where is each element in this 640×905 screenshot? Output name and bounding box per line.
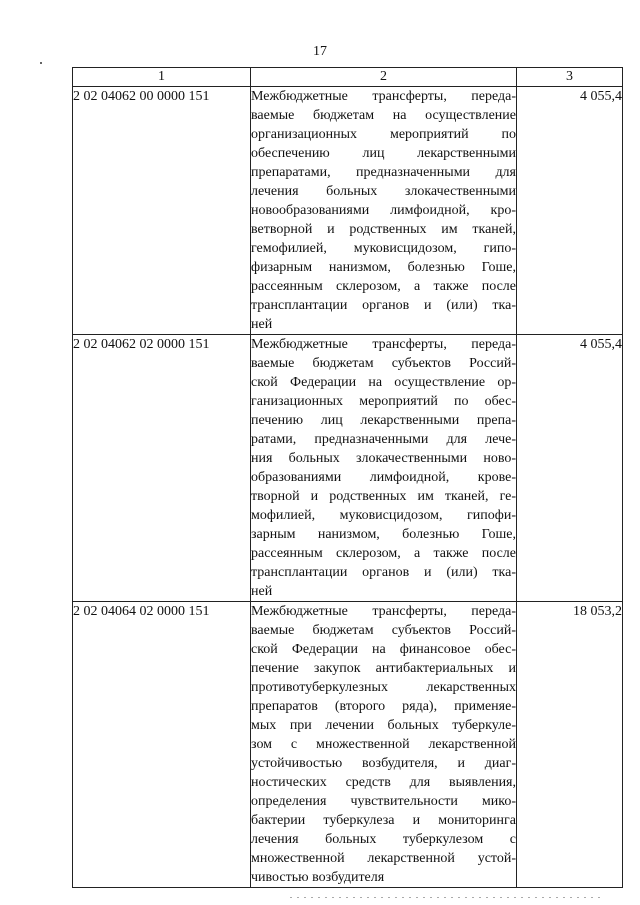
scan-dot — [430, 897, 432, 898]
description-line: организационных мероприятий по — [251, 127, 516, 142]
description-line: рассеянным склерозом, а также после — [251, 546, 516, 561]
scan-dot — [486, 897, 488, 898]
description-line: печение закупок антибактериальных и — [251, 661, 516, 676]
scan-dot — [360, 897, 362, 898]
budget-table — [72, 67, 623, 888]
scan-dot — [353, 897, 355, 898]
description-line: противотуберкулезных лекарственных — [251, 680, 516, 695]
scan-dot — [381, 897, 383, 898]
scan-speck — [40, 62, 42, 64]
scan-dot — [577, 897, 579, 898]
scan-dot — [514, 897, 516, 898]
description-line: рассеянным склерозом, а также после — [251, 279, 516, 294]
description-line: определения чувствительности мико- — [251, 794, 516, 809]
amount: 18 053,2 — [517, 602, 623, 888]
description — [251, 335, 517, 602]
scan-dot — [584, 897, 586, 898]
scan-dot — [591, 897, 593, 898]
description-line: ратами, предназначенными для лече- — [251, 432, 516, 447]
description-line: ганизационных мероприятий по обес- — [251, 394, 516, 409]
page-number: 17 — [313, 44, 327, 59]
description-line: множественной лекарственной устой- — [251, 851, 516, 866]
scan-dot — [444, 897, 446, 898]
scan-dot — [367, 897, 369, 898]
description-line: печению лиц лекарственными препа- — [251, 413, 516, 428]
description-line: ской Федерации на финансовое обес- — [251, 642, 516, 657]
description-line: препаратами, предназначенными для — [251, 165, 516, 180]
header-row — [73, 68, 623, 87]
description-line: ностических средств для выявления, — [251, 775, 516, 790]
column-header-3: 3 — [517, 68, 623, 87]
description-line: устойчивостью возбудителя, и диаг- — [251, 756, 516, 771]
column-header-2: 2 — [251, 68, 517, 87]
scan-bottom-dots — [0, 897, 640, 899]
scan-dot — [507, 897, 509, 898]
scan-dot — [346, 897, 348, 898]
scan-dot — [395, 897, 397, 898]
scan-dot — [500, 897, 502, 898]
description-line: обеспечению лиц лекарственными — [251, 146, 516, 161]
scan-dot — [570, 897, 572, 898]
table-header — [73, 68, 623, 87]
description-line: Межбюджетные трансферты, переда- — [251, 89, 516, 104]
column-header-1: 1 — [73, 68, 251, 87]
scan-dot — [563, 897, 565, 898]
scan-dot — [528, 897, 530, 898]
scan-dot — [465, 897, 467, 898]
scan-dot — [493, 897, 495, 898]
scan-dot — [311, 897, 313, 898]
scan-dot — [304, 897, 306, 898]
scan-dot — [374, 897, 376, 898]
description-line: ней — [251, 317, 273, 332]
scan-dot — [409, 897, 411, 898]
scan-dot — [458, 897, 460, 898]
description-line: образованиями лимфоидной, крове- — [251, 470, 516, 485]
description-line: бактерии туберкулеза и мониторинга — [251, 813, 516, 828]
amount: 4 055,4 — [517, 335, 623, 602]
scan-dot — [423, 897, 425, 898]
table-row — [73, 87, 623, 335]
scan-dot — [388, 897, 390, 898]
description-line: Межбюджетные трансферты, переда- — [251, 604, 516, 619]
scan-dot — [416, 897, 418, 898]
description-line: чивостью возбудителя — [251, 870, 385, 885]
scan-dot — [290, 897, 292, 898]
scan-dot — [339, 897, 341, 898]
description-line: творной и родственных им тканей, ге- — [251, 489, 516, 504]
scan-dot — [535, 897, 537, 898]
scan-dot — [521, 897, 523, 898]
budget-code: 2 02 04062 02 0000 151 — [73, 335, 251, 602]
description-line: физарным нанизмом, болезнью Гоше, — [251, 260, 516, 275]
table-body — [73, 87, 623, 888]
description-line: препаратов (второго ряда), применяе- — [251, 699, 516, 714]
description-line: Межбюджетные трансферты, переда- — [251, 337, 516, 352]
description-line: лечения больных злокачественными — [251, 184, 516, 199]
description-line: ваемые бюджетам на осуществление — [251, 108, 516, 123]
description-line: лечения больных туберкулезом с — [251, 832, 516, 847]
description-line: зарным нанизмом, болезнью Гоше, — [251, 527, 516, 542]
scan-dot — [297, 897, 299, 898]
description-line: ней — [251, 584, 273, 599]
scan-dot — [472, 897, 474, 898]
description-line: ния больных злокачественными ново- — [251, 451, 516, 466]
scan-dot — [479, 897, 481, 898]
description-line: мых при лечении больных туберкуле- — [251, 718, 516, 733]
description — [251, 602, 517, 888]
scan-dot — [402, 897, 404, 898]
scan-dot — [556, 897, 558, 898]
scan-dot — [325, 897, 327, 898]
scan-dot — [549, 897, 551, 898]
scan-dot — [598, 897, 600, 898]
description-line: гемофилией, муковисцидозом, гипо- — [251, 241, 516, 256]
amount: 4 055,4 — [517, 87, 623, 335]
description-line: новообразованиями лимфоидной, кро- — [251, 203, 516, 218]
description-line: ваемые бюджетам субъектов Россий- — [251, 356, 516, 371]
description-line: трансплантации органов и (или) тка- — [251, 565, 516, 580]
description-line: ваемые бюджетам субъектов Россий- — [251, 623, 516, 638]
budget-code: 2 02 04062 00 0000 151 — [73, 87, 251, 335]
scan-dot — [437, 897, 439, 898]
scan-dot — [332, 897, 334, 898]
description — [251, 87, 517, 335]
scan-dot — [451, 897, 453, 898]
description-line: ской Федерации на осуществление ор- — [251, 375, 516, 390]
description-line: трансплантации органов и (или) тка- — [251, 298, 516, 313]
description-line: ветворной и родственных им тканей, — [251, 222, 516, 237]
table-row — [73, 602, 623, 888]
scan-dot — [318, 897, 320, 898]
table-row — [73, 335, 623, 602]
scan-dot — [542, 897, 544, 898]
budget-code: 2 02 04064 02 0000 151 — [73, 602, 251, 888]
description-line: мофилией, муковисцидозом, гипофи- — [251, 508, 516, 523]
description-line: зом с множественной лекарственной — [251, 737, 516, 752]
